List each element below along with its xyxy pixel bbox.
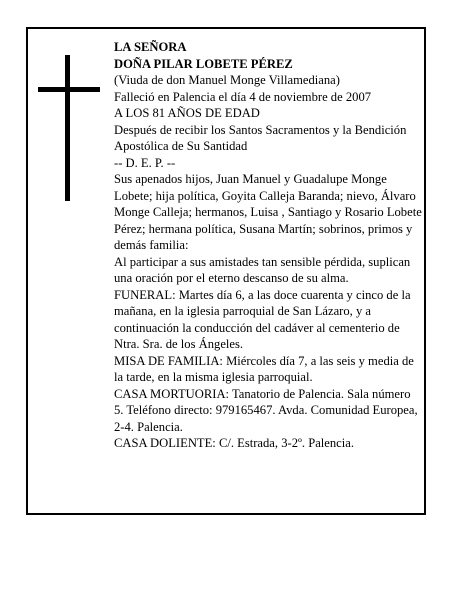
funeral-info: FUNERAL: Martes día 6, a las doce cuarenta y cinco de la mañana, en la iglesia parroquial de San Lázaro, y a continuación la conducción del cadáver al cementerio de Ntra. Sra. de los Ángeles. <box>114 287 411 351</box>
cross-horizontal-bar <box>38 87 100 92</box>
prayer-request: Al participar a sus amistades tan sensible pérdida, suplican una oración por el eterno descanso de su alma. <box>114 254 411 285</box>
notice-text <box>114 39 422 452</box>
obituary-notice <box>26 27 426 515</box>
widow-of: (Viuda de don Manuel Monge Villamediana) <box>114 73 340 87</box>
funeral-home-info: CASA MORTUORIA: Tanatorio de Palencia. Sala número 5. Teléfono directo: 979165467. Avda. Comunidad Europea, 2-4. Palencia. <box>114 386 418 434</box>
family-mass-info: MISA DE FAMILIA: Miércoles día 7, a las seis y media de la tarde, en la misma iglesia parroquial. <box>114 353 414 384</box>
cross-vertical-bar <box>65 55 70 201</box>
deceased-name: DOÑA PILAR LOBETE PÉREZ <box>114 56 293 71</box>
family-list: Sus apenados hijos, Juan Manuel y Guadalupe Monge Lobete; hija política, Goyita Calleja Baranda; nievo, Álvaro Monge Calleja; hermanos, Luisa , Santiago y Rosario Lobete Pérez; hermana política, Susana Martín; sobrinos, primos y demás familia: <box>114 172 422 252</box>
rip: -- D. E. P. -- <box>114 155 176 170</box>
mourning-house-info: CASA DOLIENTE: C/. Estrada, 3-2º. Palencia. <box>114 436 354 450</box>
cross-icon <box>38 55 100 201</box>
age: A LOS 81 AÑOS DE EDAD <box>114 106 260 120</box>
death-info: Falleció en Palencia el día 4 de noviembre de 2007 <box>114 89 372 104</box>
sacraments: Después de recibir los Santos Sacramentos y la Bendición Apostólica de Su Santidad <box>114 122 407 153</box>
title-line: LA SEÑORA <box>114 40 187 54</box>
